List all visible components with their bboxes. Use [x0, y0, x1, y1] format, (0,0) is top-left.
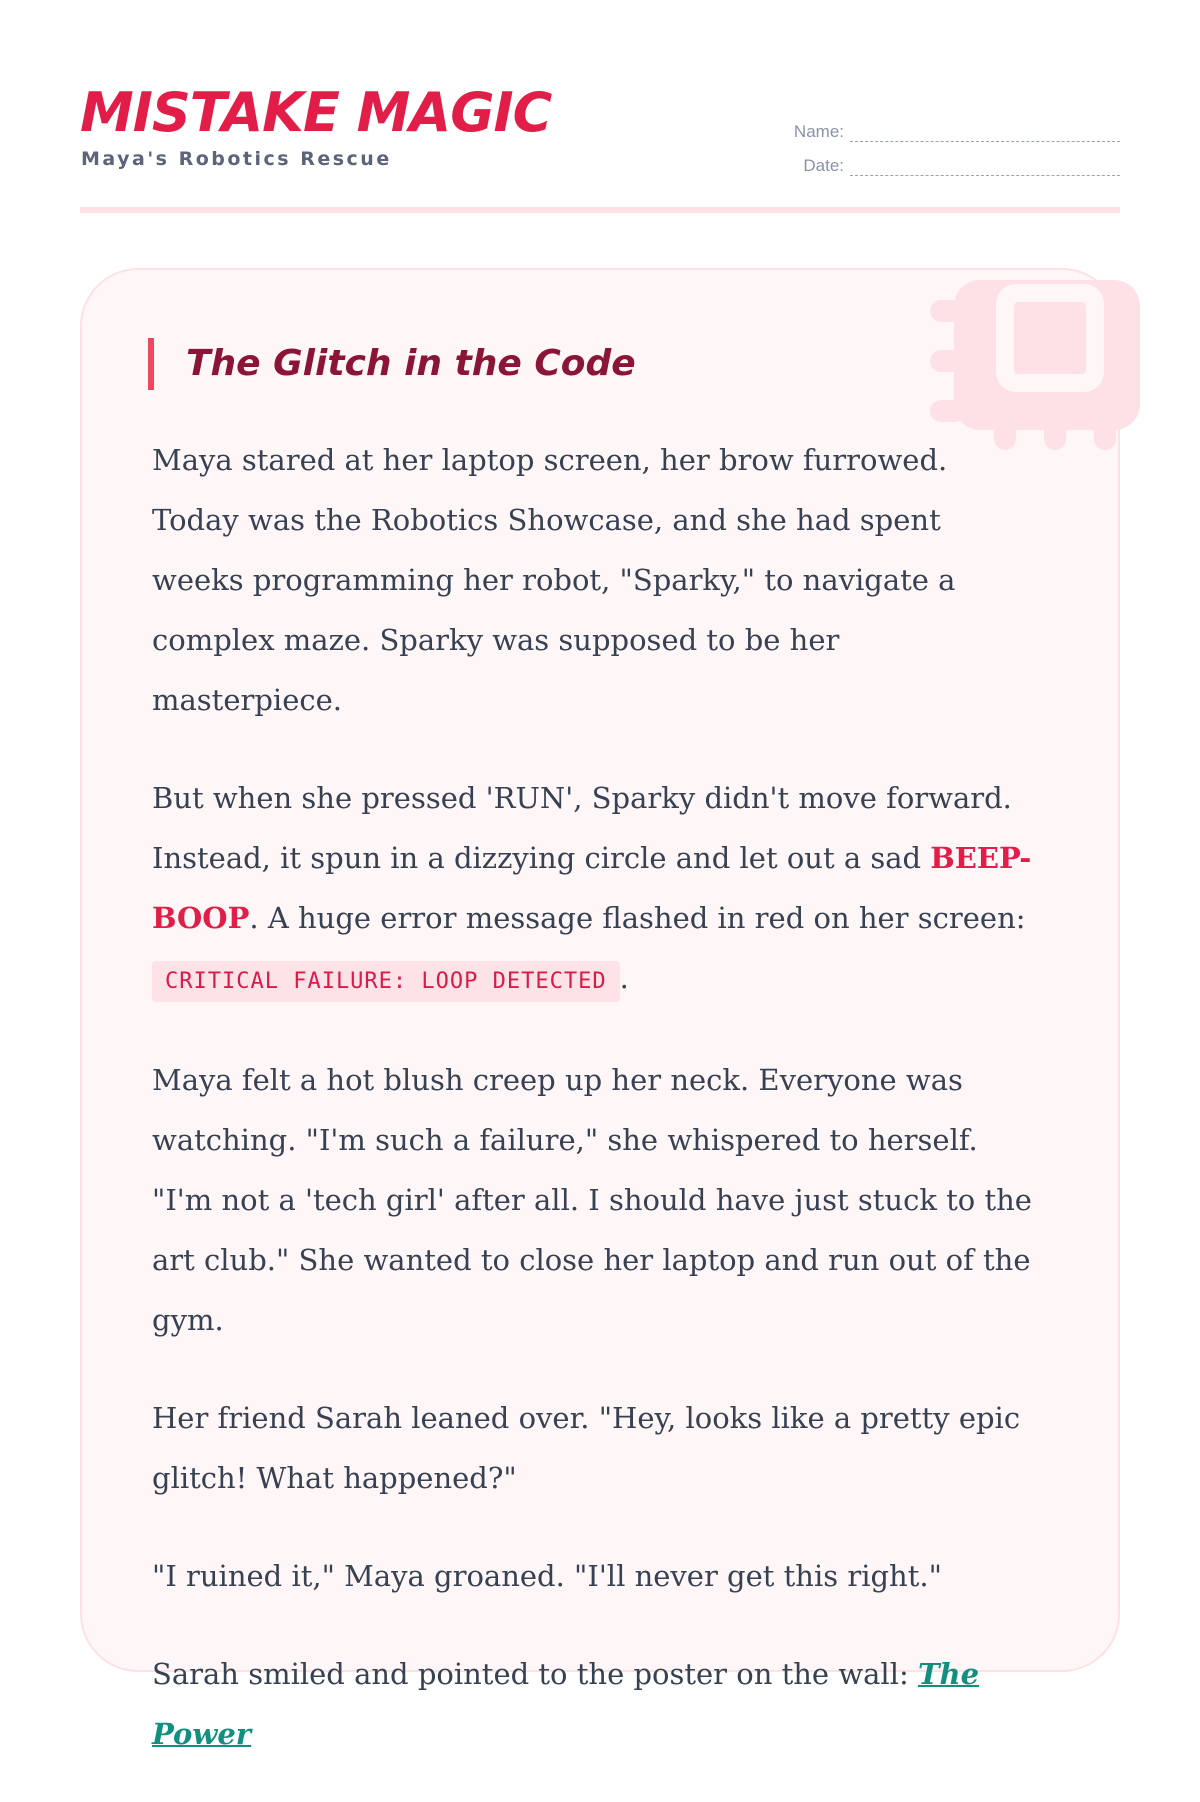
story-paragraph-3: Maya felt a hot blush creep up her neck. Everyone was watching. "I'm such a failure," she whispered to herself. "I'm not a 'tech girl' after all. I should have just stuck to the art club." She wanted to close her laptop and run out of the gym. — [152, 1063, 1032, 1337]
worksheet-header — [80, 80, 1120, 210]
name-line[interactable] — [850, 123, 1120, 142]
date-label: Date: — [803, 156, 844, 175]
story-card — [80, 268, 1120, 1751]
paragraph-2-text: But when she pressed 'RUN', Sparky didn't move forward. Instead, it spun in a dizzying circle and let out a sad — [152, 781, 1012, 875]
paragraph-6-text: Sarah smiled and pointed to the poster on the wall: — [152, 1657, 918, 1691]
worksheet-subtitle: Maya's Robotics Rescue — [81, 148, 392, 170]
name-label: Name: — [793, 122, 844, 141]
story-paragraph-4: Her friend Sarah leaned over. "Hey, looks like a pretty epic glitch! What happened?" — [152, 1401, 1021, 1495]
story-paragraph-1: Maya stared at her laptop screen, her brow furrowed. Today was the Robotics Showcase, and she had spent weeks programming her robot, "Sparky," to navigate a complex maze. Sparky was supposed to be her masterpiece. — [152, 443, 956, 717]
poster-title-link[interactable]: The Power — [152, 1657, 980, 1751]
sound-effect-text: BEEP-BOOP — [152, 841, 1032, 935]
date-field[interactable] — [803, 156, 1120, 176]
worksheet-title: MISTAKE MAGIC — [80, 81, 552, 144]
story-paragraph-6 — [152, 1644, 1032, 1764]
paragraph-2-text-continued: . A huge error message flashed in red on her screen: — [249, 901, 1026, 935]
paragraph-2-period: . — [619, 961, 629, 995]
story-paragraph-2 — [152, 768, 1032, 1012]
error-message-code: CRITICAL FAILURE: LOOP DETECTED — [152, 961, 620, 1002]
story-heading: The Glitch in the Code — [148, 338, 636, 390]
story-paragraph-5: "I ruined it," Maya groaned. "I'll never get this right." — [152, 1559, 942, 1593]
date-line[interactable] — [850, 157, 1120, 176]
story-body — [152, 430, 1032, 1802]
name-field[interactable] — [794, 122, 1120, 142]
header-divider — [80, 207, 1120, 213]
